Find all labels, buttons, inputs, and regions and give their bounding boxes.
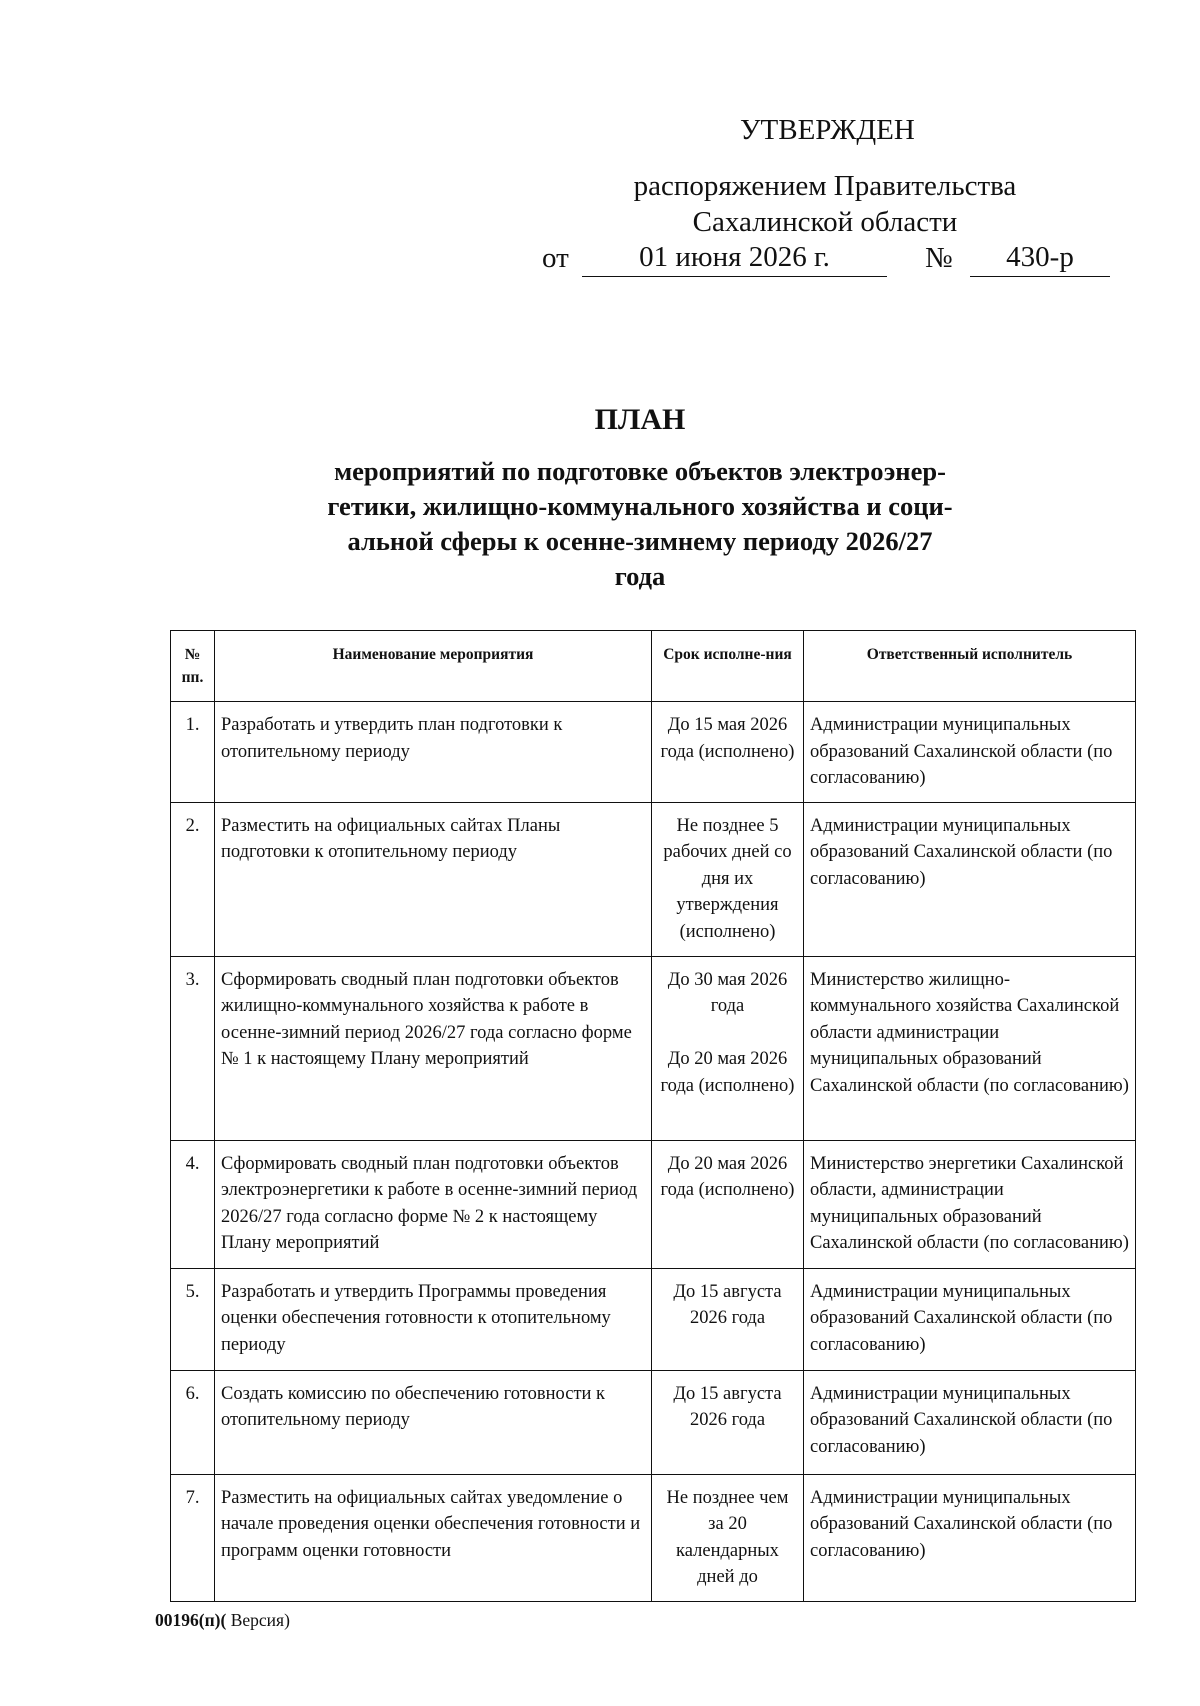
approval-by-line1: распоряжением Правительства (633, 170, 1017, 202)
table-row (171, 1370, 1136, 1474)
plan-table (170, 630, 1136, 1602)
row-responsible: Администрации муниципальных образований Сахалинской области (по согласованию) (804, 1268, 1136, 1370)
row-responsible: Администрации муниципальных образований Сахалинской области (по согласованию) (804, 702, 1136, 803)
table-row (171, 702, 1136, 803)
row-name: Разработать и утвердить Программы проведения оценки обеспечения готовности к отопительному периоду (215, 1268, 652, 1370)
row-responsible: Министерство жилищно-коммунального хозяйства Сахалинской области администрации муниципальных образований Сахалинской области (по согласованию) (804, 956, 1136, 1140)
title-line-1: мероприятий по подготовке объектов электроэнер- (334, 456, 946, 486)
row-responsible: Министерство энергетики Сахалинской области, администрации муниципальных образований Сахалинской области (по согласованию) (804, 1140, 1136, 1268)
row-term: До 30 мая 2026 года До 20 мая 2026 года (исполнено) (652, 956, 804, 1140)
approval-by-line2: Сахалинской области (692, 206, 958, 238)
title-line-3: альной сферы к осенне-зимнему периоду 2026/27 (347, 526, 933, 556)
row-responsible: Администрации муниципальных образований Сахалинской области (по согласованию) (804, 1370, 1136, 1474)
header-num: № пп. (171, 631, 215, 702)
title-line-4: года (614, 561, 666, 591)
row-name: Создать комиссию по обеспечению готовности к отопительному периоду (215, 1370, 652, 1474)
approval-number: 430-р (970, 238, 1110, 277)
footer-code: 00196(п)( (155, 1610, 227, 1630)
footer-version: Версия) (226, 1610, 290, 1630)
row-name: Разработать и утвердить план подготовки к отопительному периоду (215, 702, 652, 803)
row-term: До 15 августа 2026 года (652, 1268, 804, 1370)
table-row (171, 1268, 1136, 1370)
from-label: от (542, 242, 569, 274)
header-name: Наименование мероприятия (215, 631, 652, 702)
row-num: 3. (171, 956, 215, 1140)
row-name: Разместить на официальных сайтах Планы подготовки к отопительному периоду (215, 802, 652, 956)
row-term: Не позднее чем за 20 календарных дней до (652, 1474, 804, 1601)
table-row (171, 802, 1136, 956)
title-heading: ПЛАН (594, 403, 686, 436)
row-name: Разместить на официальных сайтах уведомление о начале проведения оценки обеспечения готовности и программ оценки готовности (215, 1474, 652, 1601)
row-term: До 20 мая 2026 года (исполнено) (652, 1140, 804, 1268)
row-term: До 15 августа 2026 года (652, 1370, 804, 1474)
row-responsible: Администрации муниципальных образований Сахалинской области (по согласованию) (804, 1474, 1136, 1601)
approval-date: 01 июня 2026 г. (582, 238, 887, 277)
row-num: 6. (171, 1370, 215, 1474)
number-label: № (925, 242, 953, 274)
header-responsible: Ответственный исполнитель (804, 631, 1136, 702)
table-header-row (171, 631, 1136, 702)
row-num: 2. (171, 802, 215, 956)
row-responsible: Администрации муниципальных образований Сахалинской области (по согласованию) (804, 802, 1136, 956)
approval-stamp: УТВЕРЖДЕН (740, 114, 915, 146)
title-line-2: гетики, жилищно-коммунального хозяйства и соци- (327, 491, 953, 521)
row-name: Сформировать сводный план подготовки объектов жилищно-коммунального хозяйства к работе в осенне-зимний период 2026/27 года согласно форме № 1 к настоящему Плану мероприятий (215, 956, 652, 1140)
document-title (270, 400, 1010, 594)
row-num: 4. (171, 1140, 215, 1268)
header-term: Срок исполне-ния (652, 631, 804, 702)
row-num: 7. (171, 1474, 215, 1601)
row-term: Не позднее 5 рабочих дней со дня их утверждения (исполнено) (652, 802, 804, 956)
row-name: Сформировать сводный план подготовки объектов электроэнергетики к работе в осенне-зимний период 2026/27 года согласно форме № 2 к настоящему Плану мероприятий (215, 1140, 652, 1268)
approval-date-line (520, 238, 1200, 278)
table-row (171, 1474, 1136, 1601)
table-row (171, 1140, 1136, 1268)
row-term: До 15 мая 2026 года (исполнено) (652, 702, 804, 803)
table-row (171, 956, 1136, 1140)
row-num: 1. (171, 702, 215, 803)
row-num: 5. (171, 1268, 215, 1370)
document-footer (155, 1610, 290, 1631)
